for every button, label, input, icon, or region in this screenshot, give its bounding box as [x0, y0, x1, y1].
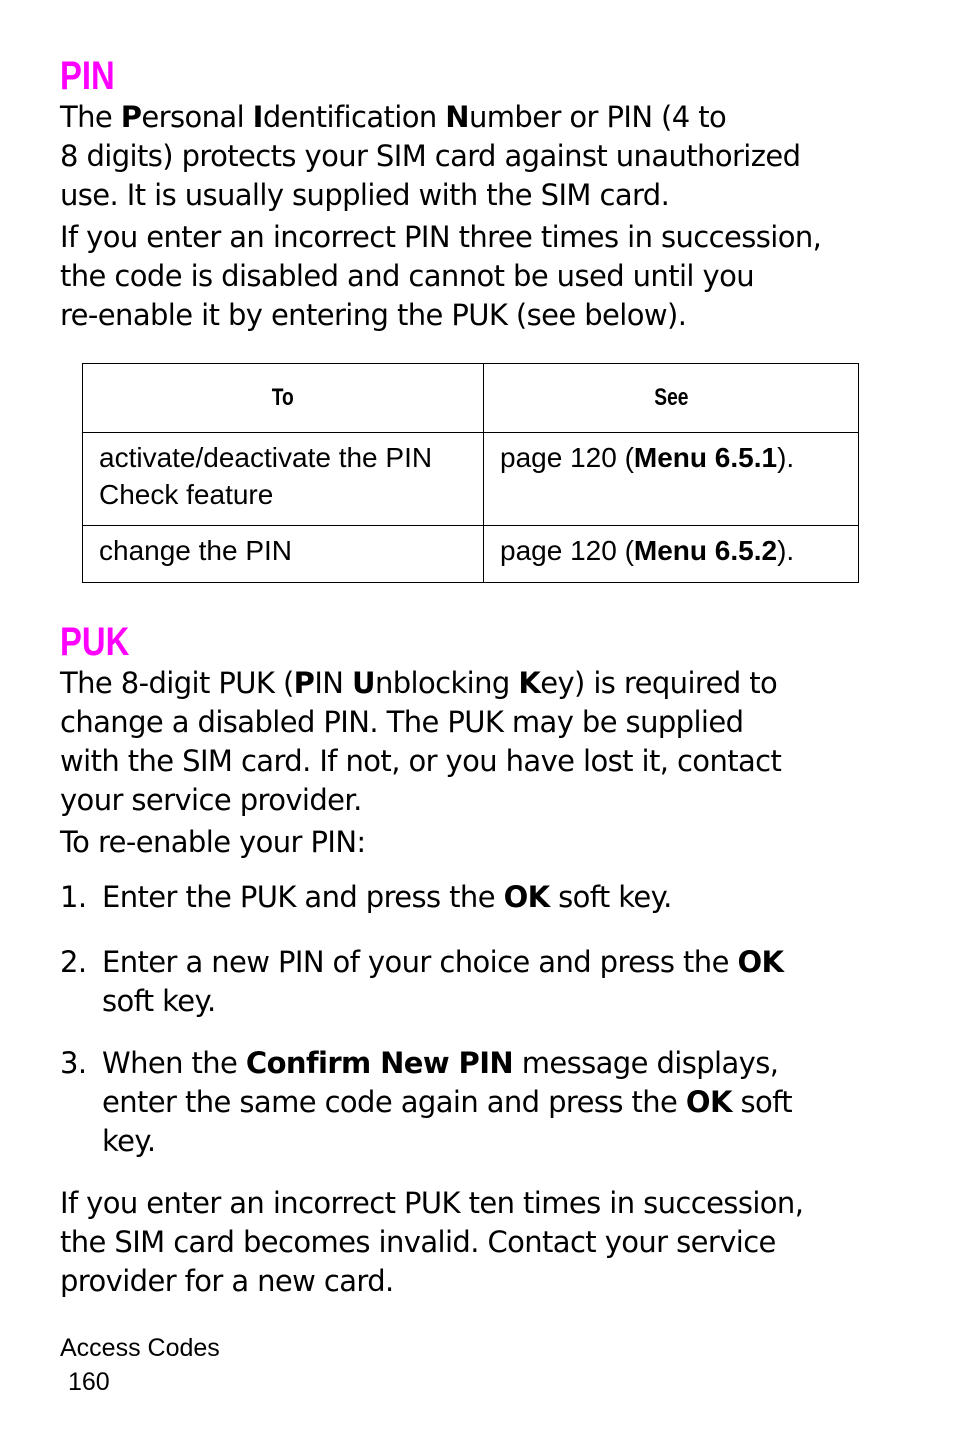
cell-text: activate/deactivate the PIN — [99, 442, 433, 473]
step-text — [102, 943, 882, 1021]
pin-intro-bold: N — [445, 100, 469, 134]
step-text-part: message displays, — [513, 1046, 779, 1080]
step-text-part: Enter a new PIN of your choice and press the — [102, 945, 738, 979]
puk-intro-text: ey) is required to — [540, 666, 778, 700]
pin-intro-line: 8 digits) protects your SIM card against unauthorized — [60, 139, 801, 173]
pin-intro-line: use. It is usually supplied with the SIM card. — [60, 178, 670, 212]
reenable-intro: To re-enable your PIN: — [60, 825, 366, 859]
puk-intro-bold: U — [351, 666, 375, 700]
puk-intro — [60, 664, 890, 820]
step-text-part: When the — [102, 1046, 246, 1080]
pin-reference-table — [82, 363, 859, 583]
cell-text: ). — [777, 535, 795, 566]
pin-heading: PIN — [60, 54, 115, 98]
puk-intro-bold: K — [518, 666, 541, 700]
pin-incorrect-line: the code is disabled and cannot be used until you — [60, 259, 754, 293]
step-text-part: soft key. — [102, 984, 216, 1018]
table-header-to — [83, 364, 484, 433]
step-text-part: soft — [731, 1085, 792, 1119]
puk-warning-line: If you enter an incorrect PUK ten times in succession, — [60, 1186, 804, 1220]
table-row — [83, 433, 859, 526]
table-header-see — [484, 364, 859, 433]
table-cell-to — [83, 433, 484, 526]
confirm-new-pin-label: Confirm New PIN — [245, 1046, 514, 1080]
cell-text: Check feature — [99, 479, 274, 510]
cell-text: ). — [777, 442, 795, 473]
step-text — [102, 1044, 882, 1161]
ok-key-label: OK — [737, 945, 784, 979]
puk-warning — [60, 1184, 890, 1301]
step-number: 2. — [60, 945, 87, 979]
step-text-part: soft key. — [549, 880, 672, 914]
pin-incorrect-line: If you enter an incorrect PIN three times in succession, — [60, 220, 822, 254]
puk-intro-line: with the SIM card. If not, or you have lost it, contact — [60, 744, 782, 778]
ok-key-label: OK — [685, 1085, 732, 1119]
pin-incorrect-note — [60, 218, 890, 335]
table-header-label: To — [271, 384, 295, 411]
footer-section-title: Access Codes — [60, 1334, 220, 1362]
pin-intro-text: umber or PIN (4 to — [468, 100, 727, 134]
puk-warning-line: the SIM card becomes invalid. Contact your service — [60, 1225, 776, 1259]
step-text — [102, 878, 882, 917]
pin-intro-text: The — [60, 100, 121, 134]
puk-warning-line: provider for a new card. — [60, 1264, 394, 1298]
footer-page-number: 160 — [68, 1368, 110, 1396]
table-cell-see — [484, 526, 859, 583]
table-header-row — [83, 364, 859, 433]
step-number: 1. — [60, 880, 87, 914]
step-text-part: key. — [102, 1124, 156, 1158]
cell-text: change the PIN — [99, 535, 293, 566]
menu-reference: Menu 6.5.1 — [633, 442, 778, 473]
pin-intro-text: dentification — [262, 100, 446, 134]
cell-text: page 120 ( — [500, 535, 634, 566]
step-number: 3. — [60, 1046, 87, 1080]
pin-intro — [60, 98, 890, 215]
pin-incorrect-line: re-enable it by entering the PUK (see below). — [60, 298, 687, 332]
puk-intro-text: nblocking — [374, 666, 519, 700]
puk-heading: PUK — [60, 620, 130, 664]
ok-key-label: OK — [503, 880, 550, 914]
puk-intro-line: change a disabled PIN. The PUK may be supplied — [60, 705, 744, 739]
puk-intro-bold: P — [293, 666, 315, 700]
table-cell-see — [484, 433, 859, 526]
puk-intro-line: your service provider. — [60, 783, 362, 817]
step-text-part: enter the same code again and press the — [102, 1085, 686, 1119]
menu-reference: Menu 6.5.2 — [633, 535, 778, 566]
pin-intro-bold: I — [252, 100, 263, 134]
pin-intro-bold: P — [120, 100, 142, 134]
table-header-label: See — [653, 384, 689, 411]
table-row — [83, 526, 859, 583]
puk-intro-text: The 8-digit PUK ( — [60, 666, 294, 700]
puk-intro-text: IN — [314, 666, 352, 700]
step-text-part: Enter the PUK and press the — [102, 880, 504, 914]
table-cell-to — [83, 526, 484, 583]
pin-intro-text: ersonal — [141, 100, 253, 134]
cell-text: page 120 ( — [500, 442, 634, 473]
